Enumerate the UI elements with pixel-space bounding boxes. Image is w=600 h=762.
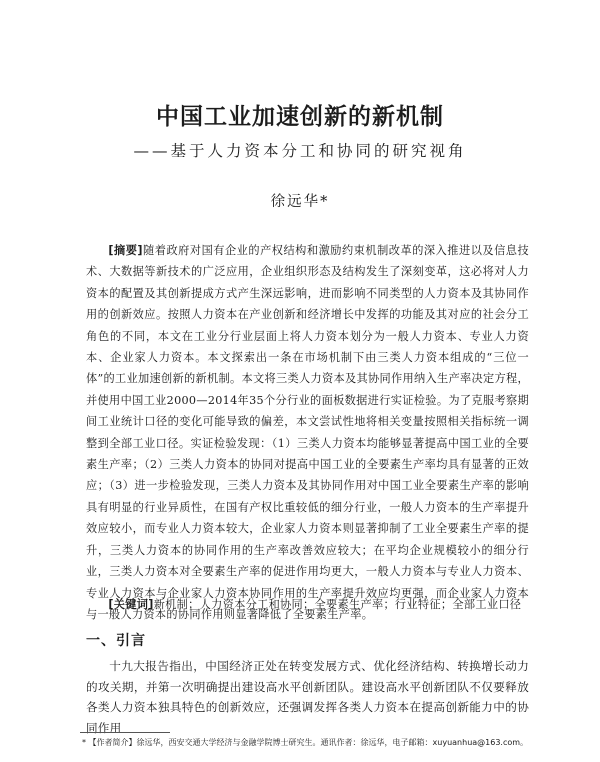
author-name: 徐远华*	[270, 194, 330, 210]
paper-subtitle: ——基于人力资本分工和协同的研究视角	[133, 142, 467, 160]
keywords-text: 新机制；人力资本分工和协同；全要素生产率；行业特征；全部工业口径	[153, 598, 522, 611]
introduction-paragraph: 十九大报告指出，中国经济正处在转变发展方式、优化经济结构、转换增长动力的攻关期，并第一次明确提出建设高水平创新团队。建设高水平创新团队不仅要释放各类人力资本独具特色的创新效应，还强调发挥各类人力资本在提高创新能力中的协同作用	[86, 659, 529, 735]
footnote-divider	[80, 732, 170, 733]
author-footnote: * 【作者简介】徐远华，西安交通大学经济与金融学院博士研究生。通讯作者：徐远华，电子邮箱：xuyuanhua@163.com。	[82, 738, 529, 747]
abstract-tag: [摘要]	[108, 244, 143, 257]
section-heading-introduction: 一、引言	[86, 633, 146, 649]
paper-title: 中国工业加速创新的新机制	[156, 104, 444, 130]
keywords	[86, 596, 529, 614]
keywords-tag: [关键词]	[108, 598, 154, 611]
abstract	[86, 240, 529, 625]
abstract-text: 随着政府对国有企业的产权结构和激励约束机制改革的深入推进以及信息技术、大数据等新技术的广泛应用，企业组织形态及结构发生了深刻变革，这必将对人力资本的配置及其创新提成方式产生深远影响，进而影响不同类型的人力资本及其协同作用的创新效应。按照人力资本在产业创新和经济增长中发挥的功能及其对应的社会分工角色的不同，本文在工业分行业层面上将人力资本划分为一般人力资本、专业人力资本、企业家人力资本。本文探索出一条在市场机制下由三类人力资本组成的“三位一体”的工业加速创新的新机制。本文将三类人力资本及其协同作用纳入生产率决定方程，并使用中国工业2000—2014年35个分行业的面板数据进行实证检验。为了克服考察期间工业统计口径的变化可能导致的偏差，本文尝试性地将相关变量按照相关指标统一调整到全部工业口径。实证检验发现：（1）三类人力资本均能够显著提高中国工业的全要素生产率；（2）三类人力资本的协同对提高中国工业的全要素生产率均具有显著的正效应；（3）进一步检验发现，三类人力资本及其协同作用对中国工业全要素生产率的影响具有明显的行业异质性，在国有产权比重较低的细分行业，一般人力资本的生产率提升效应较小，而专业人力资本较大，企业家人力资本则显著抑制了工业全要素生产率的提升，三类人力资本的协同作用的生产率改善效应较大；在平均企业规模较小的细分行业，三类人力资本对全要素生产率的促进作用均更大，一般人力资本与专业人力资本、专业人力资本与企业家人力资本协同作用的生产率提升效应均更强，而企业家人力资本与一般人力资本的协同作用则显著降低了全要素生产率。	[86, 244, 529, 621]
